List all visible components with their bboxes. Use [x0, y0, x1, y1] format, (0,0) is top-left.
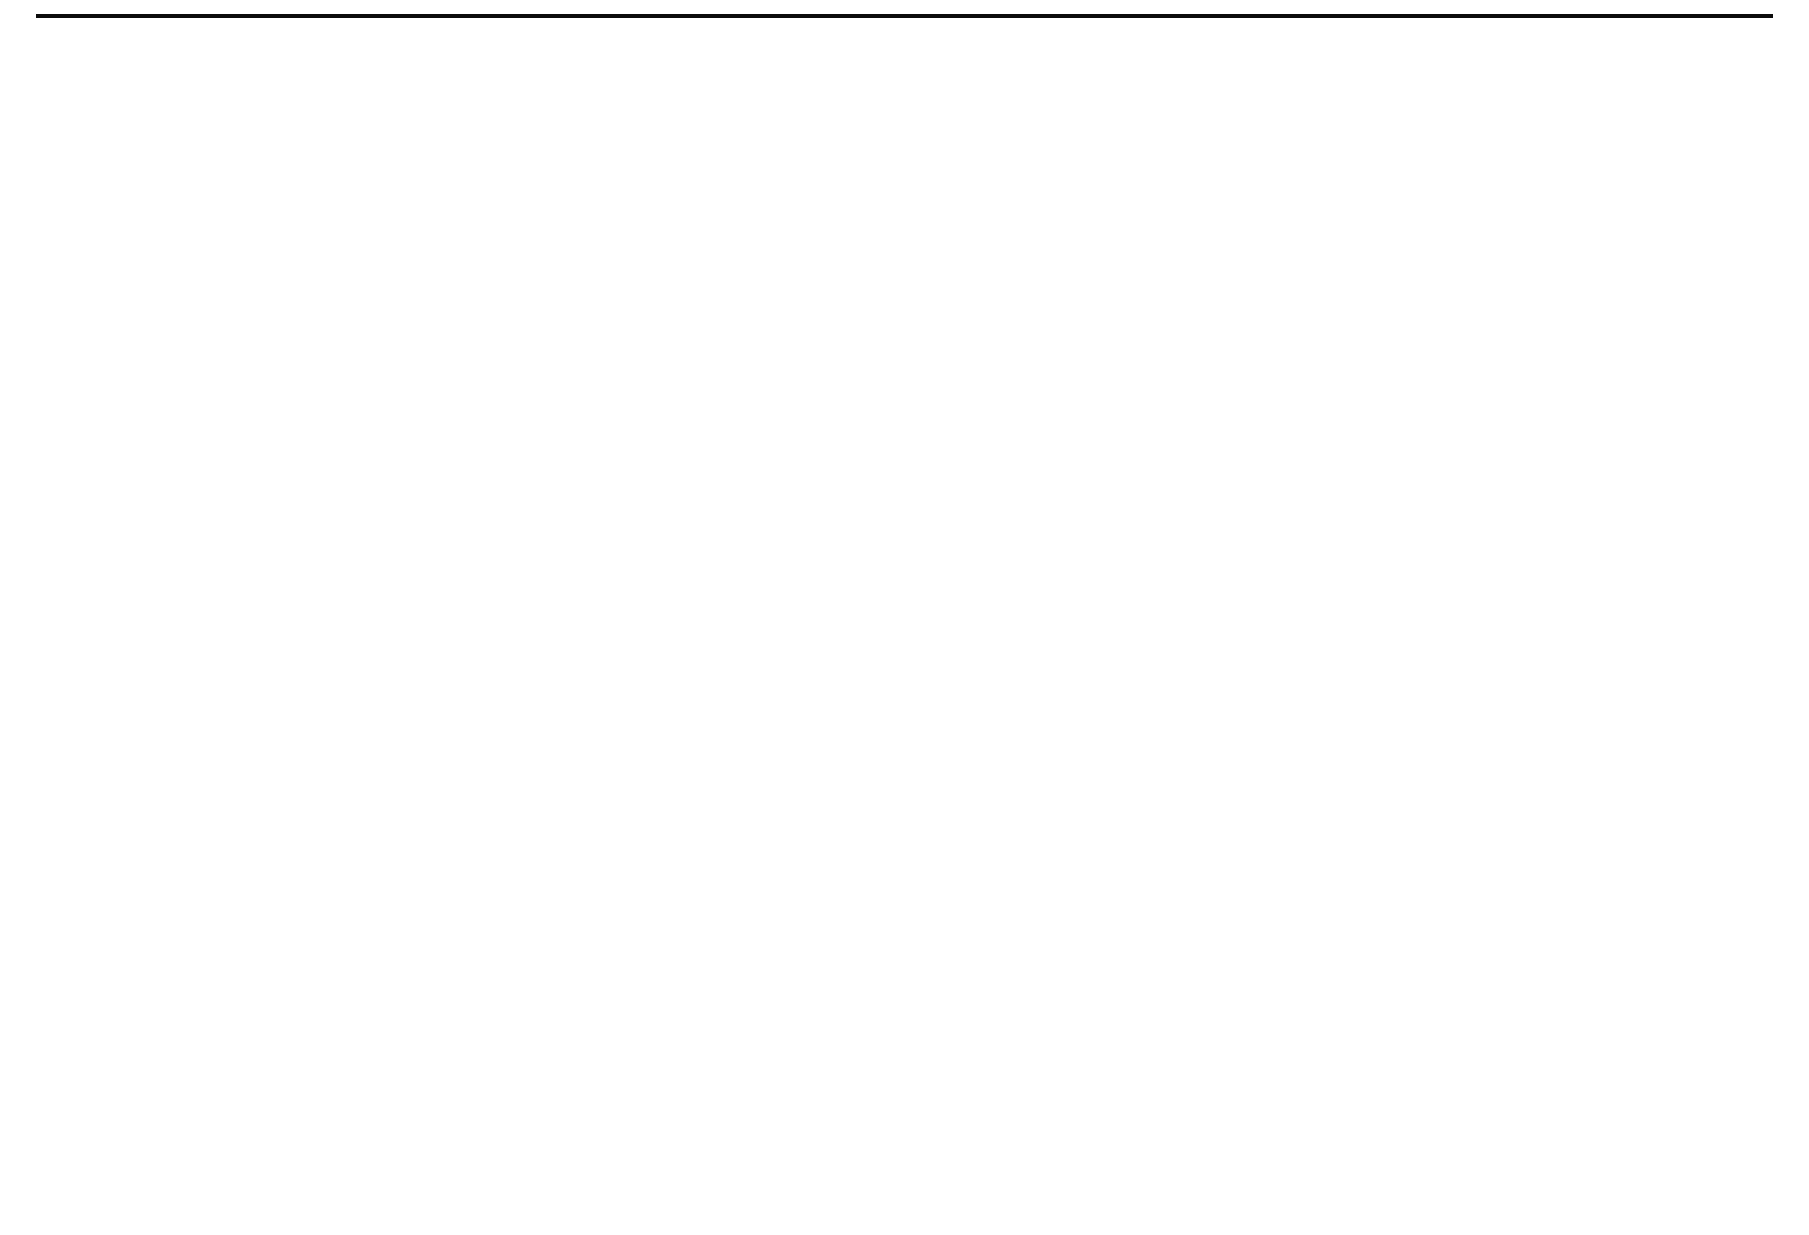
top-rule-divider — [36, 14, 1773, 18]
